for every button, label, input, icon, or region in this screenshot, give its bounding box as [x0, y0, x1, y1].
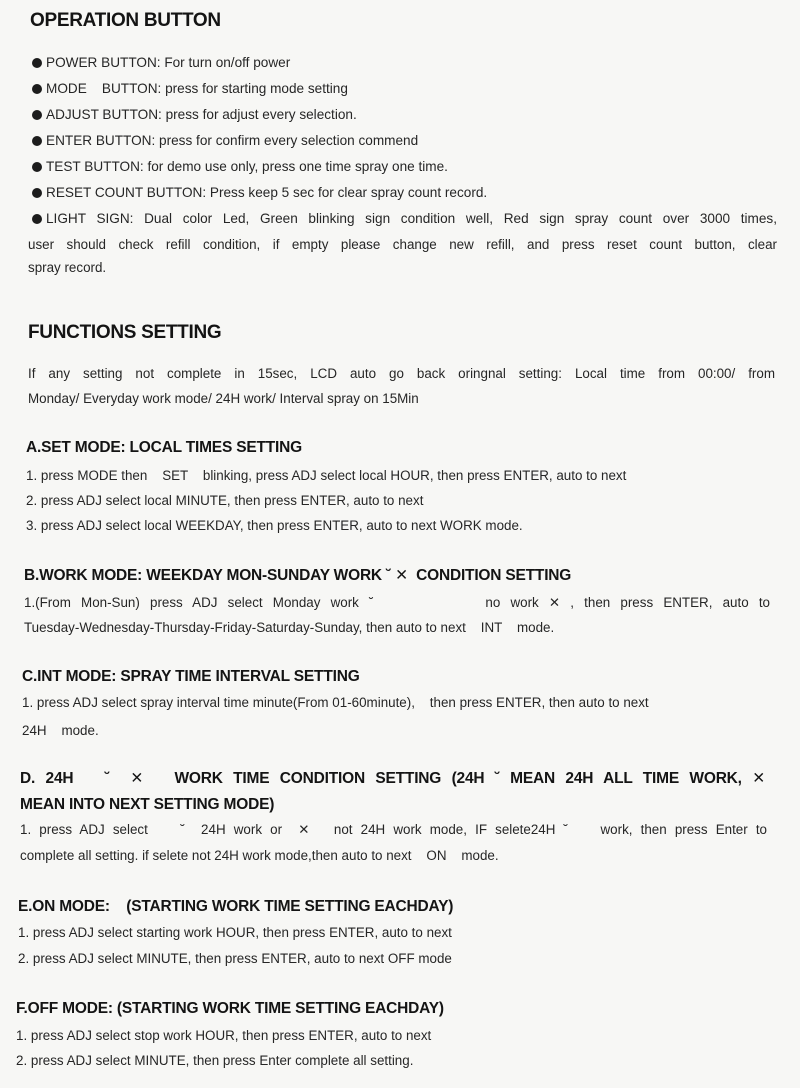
bullet-dot-icon — [32, 110, 42, 120]
off-mode-title: F.OFF MODE: (STARTING WORK TIME SETTING EACHDAY) — [16, 1000, 444, 1017]
set-mode-step-2: 2. press ADJ select local MINUTE, then press ENTER, auto to next — [26, 493, 424, 508]
h24-mode-step-1-cont: complete all setting. if selete not 24H work mode,then auto to next ON mode. — [20, 848, 499, 863]
bullet-light: LIGHT SIGN: Dual color Led, Green blinking sign condition well, Red sign spray count over 3000 times, — [32, 211, 777, 226]
bullet-dot-icon — [32, 162, 42, 172]
on-mode-title: E.ON MODE: (STARTING WORK TIME SETTING EACHDAY) — [18, 898, 454, 915]
bullet-dot-icon — [32, 214, 42, 224]
bullet-enter: ENTER BUTTON: press for confirm every selection commend — [32, 133, 418, 148]
bullet-mode: MODE BUTTON: press for starting mode setting — [32, 81, 348, 96]
int-mode-title: C.INT MODE: SPRAY TIME INTERVAL SETTING — [22, 668, 360, 685]
work-mode-step-1-cont: Tuesday-Wednesday-Thursday-Friday-Saturday-Sunday, then auto to next INT mode. — [24, 620, 555, 635]
off-mode-step-2: 2. press ADJ select MINUTE, then press Enter complete all setting. — [16, 1053, 414, 1068]
bullet-dot-icon — [32, 136, 42, 146]
set-mode-title: A.SET MODE: LOCAL TIMES SETTING — [26, 439, 302, 456]
set-mode-step-1: 1. press MODE then SET blinking, press ADJ select local HOUR, then press ENTER, auto to next — [26, 468, 627, 483]
bullet-adjust: ADJUST BUTTON: press for adjust every selection. — [32, 107, 357, 122]
set-mode-step-3: 3. press ADJ select local WEEKDAY, then press ENTER, auto to next WORK mode. — [26, 518, 523, 533]
h24-mode-title-2: MEAN INTO NEXT SETTING MODE) — [20, 796, 275, 813]
int-mode-step-1-cont: 24H mode. — [22, 723, 99, 738]
light-continuation-2: spray record. — [28, 260, 107, 275]
on-mode-step-1: 1. press ADJ select starting work HOUR, then press ENTER, auto to next — [18, 925, 452, 940]
h24-mode-title-1: D. 24H ˘ ✕ WORK TIME CONDITION SETTING (24H ˘ MEAN 24H ALL TIME WORK, ✕ — [20, 770, 765, 787]
functions-intro-1: If any setting not complete in 15sec, LCD auto go back oringnal setting: Local time from 00:00/ from — [28, 366, 775, 381]
functions-intro-2: Monday/ Everyday work mode/ 24H work/ Interval spray on 15Min — [28, 391, 419, 406]
h24-mode-step-1: 1. press ADJ select ˘ 24H work or ✕ not 24H work mode, IF selete24H ˘ work, then press Enter to — [20, 822, 767, 837]
bullet-dot-icon — [32, 84, 42, 94]
on-mode-step-2: 2. press ADJ select MINUTE, then press ENTER, auto to next OFF mode — [18, 951, 452, 966]
off-mode-step-1: 1. press ADJ select stop work HOUR, then press ENTER, auto to next — [16, 1028, 432, 1043]
bullet-dot-icon — [32, 188, 42, 198]
work-mode-title: B.WORK MODE: WEEKDAY MON-SUNDAY WORK ˘ ✕ CONDITION SETTING — [24, 567, 572, 584]
functions-title: FUNCTIONS SETTING — [28, 322, 222, 343]
bullet-dot-icon — [32, 58, 42, 68]
light-continuation-1: user should check refill condition, if empty please change new refill, and press reset count button, clear — [28, 237, 777, 252]
bullet-power: POWER BUTTON: For turn on/off power — [32, 55, 290, 70]
operation-title: OPERATION BUTTON — [30, 10, 221, 31]
work-mode-step-1: 1.(From Mon-Sun) press ADJ select Monday work ˘ no work ✕ , then press ENTER, auto to — [24, 595, 770, 610]
bullet-reset: RESET COUNT BUTTON: Press keep 5 sec for clear spray count record. — [32, 185, 487, 200]
bullet-test: TEST BUTTON: for demo use only, press one time spray one time. — [32, 159, 448, 174]
int-mode-step-1: 1. press ADJ select spray interval time minute(From 01-60minute), then press ENTER, then auto to next — [22, 695, 649, 710]
